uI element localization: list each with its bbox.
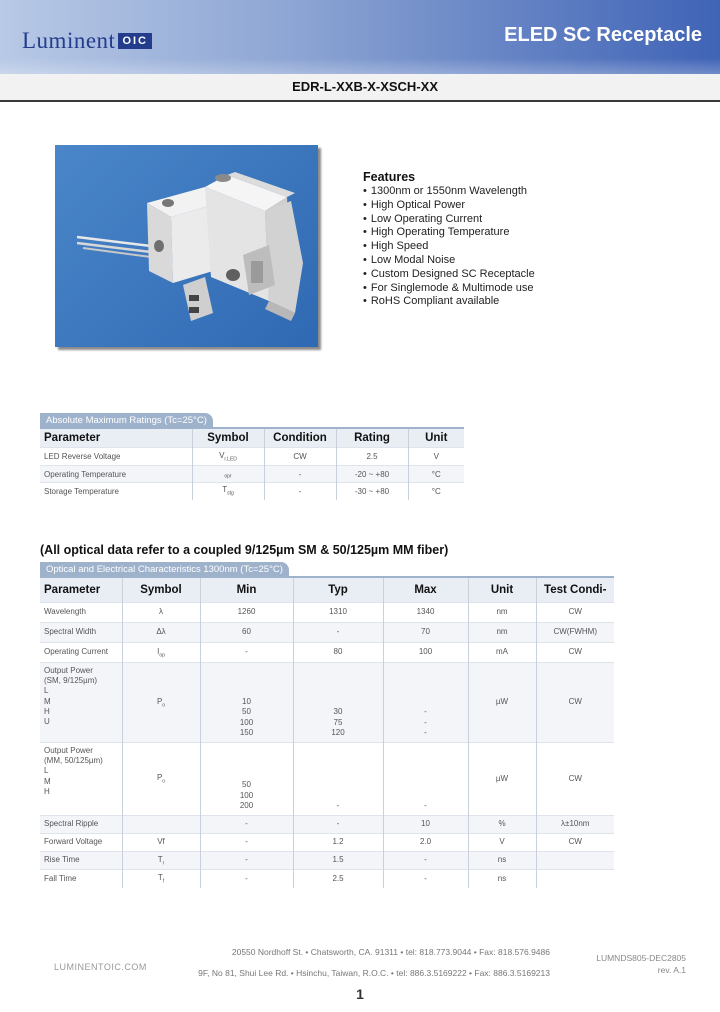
col-test-condition: Test Condi-: [536, 578, 614, 603]
footer-doc-id: LUMNDS805-DEC2805: [596, 953, 686, 963]
cell-unit: µW: [468, 663, 536, 743]
cell-unit: nm: [468, 623, 536, 643]
abs-max-tab: Absolute Maximum Ratings (Tc=25°C): [40, 413, 213, 429]
optical-header-row: [40, 578, 614, 603]
cell-symbol: [192, 466, 264, 483]
cell-max: -: [383, 870, 468, 888]
symbol-sub: opr: [224, 473, 232, 480]
optical-tab: Optical and Electrical Characteristics 1300nm (Tc=25°C): [40, 562, 289, 578]
cell-rating: 2.5: [336, 448, 408, 466]
cell-test-condition: CW: [536, 743, 614, 816]
feature-item: • High Optical Power: [363, 199, 535, 213]
cell-min: 10 50 100 150: [200, 663, 293, 743]
cell-test-condition: CW: [536, 663, 614, 743]
col-condition: Condition: [264, 429, 336, 448]
table-row: [40, 466, 464, 483]
cell-param: Fall Time: [40, 870, 122, 888]
cell-max: -: [383, 852, 468, 870]
cell-param: Rise Time: [40, 852, 122, 870]
table-row: [40, 743, 614, 816]
cell-unit: %: [468, 816, 536, 834]
feature-item: • RoHS Compliant available: [363, 295, 535, 309]
cell-rating: -30 ~ +80: [336, 483, 408, 500]
cell-param: Output Power (SM, 9/125µm) L M H U: [40, 663, 122, 743]
table-row: [40, 852, 614, 870]
cell-symbol: [122, 663, 200, 743]
symbol-sub: op: [159, 652, 165, 659]
symbol-sub: r.LED: [224, 456, 237, 463]
cell-min: 60: [200, 623, 293, 643]
cell-typ: -: [293, 743, 383, 816]
table-row: [40, 663, 614, 743]
symbol-sub: r: [162, 860, 165, 867]
cell-param: Spectral Width: [40, 623, 122, 643]
col-parameter: Parameter: [40, 578, 122, 603]
header-wave: [0, 58, 720, 74]
logo-box: OIC: [118, 33, 152, 49]
cell-min: 50 100 200: [200, 743, 293, 816]
symbol-main: I: [157, 646, 160, 656]
cell-typ: 2.5: [293, 870, 383, 888]
abs-max-table: [40, 429, 464, 500]
cell-unit: ns: [468, 852, 536, 870]
col-symbol: Symbol: [122, 578, 200, 603]
optical-table: [40, 578, 614, 888]
col-unit: Unit: [468, 578, 536, 603]
table-row: [40, 870, 614, 888]
footer-revision: rev. A.1: [657, 965, 686, 975]
symbol-main: T: [157, 872, 163, 882]
col-min: Min: [200, 578, 293, 603]
cell-symbol: [122, 834, 200, 852]
table-row: [40, 623, 614, 643]
cell-unit: µW: [468, 743, 536, 816]
cell-max: 2.0: [383, 834, 468, 852]
footer-address-us: 20550 Nordhoff St. • Chatsworth, CA. 91311 • tel: 818.773.9044 • Fax: 818.576.9486: [231, 947, 550, 957]
features-title: Features: [363, 170, 416, 184]
table-row: [40, 834, 614, 852]
symbol-main: P: [156, 696, 163, 706]
cell-typ: 1.2: [293, 834, 383, 852]
feature-item: • Low Operating Current: [363, 213, 535, 227]
page-number: 1: [356, 986, 364, 1002]
cell-test-condition: CW: [536, 643, 614, 663]
cell-param: Forward Voltage: [40, 834, 122, 852]
cell-max: 100: [383, 643, 468, 663]
cell-unit: V: [468, 834, 536, 852]
col-max: Max: [383, 578, 468, 603]
feature-item: • For Singlemode & Multimode use: [363, 282, 535, 296]
symbol-sub: o: [162, 702, 166, 709]
cell-test-condition: [536, 870, 614, 888]
feature-item: • 1300nm or 1550nm Wavelength: [363, 185, 535, 199]
col-typ: Typ: [293, 578, 383, 603]
cell-param: Wavelength: [40, 603, 122, 623]
cell-min: -: [200, 834, 293, 852]
part-number-bar: [0, 74, 720, 102]
symbol-main: λ: [159, 606, 163, 616]
cell-unit: nm: [468, 603, 536, 623]
cell-symbol: [122, 743, 200, 816]
symbol-sub: o: [162, 778, 166, 785]
cell-test-condition: CW(FWHM): [536, 623, 614, 643]
table-row: [40, 448, 464, 466]
cell-symbol: [122, 643, 200, 663]
col-rating: Rating: [336, 429, 408, 448]
abs-max-header-row: [40, 429, 464, 448]
table-row: [40, 816, 614, 834]
cell-typ: -: [293, 623, 383, 643]
symbol-main: Vf: [157, 836, 165, 846]
table-row: [40, 603, 614, 623]
cell-symbol: [122, 816, 200, 834]
cell-param: Storage Temperature: [40, 483, 192, 500]
feature-item: • High Operating Temperature: [363, 226, 535, 240]
table-row: [40, 483, 464, 500]
cell-max: -: [383, 743, 468, 816]
footer-website: LUMINENTOIC.COM: [54, 962, 147, 972]
cell-typ: 30 75 120: [293, 663, 383, 743]
symbol-sub: f: [162, 878, 165, 885]
cell-symbol: [122, 852, 200, 870]
cell-unit: ns: [468, 870, 536, 888]
cell-test-condition: CW: [536, 834, 614, 852]
cell-symbol: [122, 870, 200, 888]
col-parameter: Parameter: [40, 429, 192, 448]
features-section: [363, 170, 535, 309]
symbol-main: V: [219, 450, 225, 460]
cell-param: Operating Temperature: [40, 466, 192, 483]
cell-test-condition: CW: [536, 603, 614, 623]
eled-receptacle-drawing: [55, 145, 318, 347]
page-header: [0, 0, 720, 74]
cell-rating: -20 ~ +80: [336, 466, 408, 483]
cell-unit: °C: [408, 483, 464, 500]
logo-text: Luminent: [22, 28, 116, 53]
cell-test-condition: λ±10nm: [536, 816, 614, 834]
cell-min: -: [200, 870, 293, 888]
feature-item: • High Speed: [363, 240, 535, 254]
cell-max: 1340: [383, 603, 468, 623]
cell-symbol: [122, 623, 200, 643]
cell-param: LED Reverse Voltage: [40, 448, 192, 466]
product-image: [55, 145, 318, 347]
cell-condition: -: [264, 483, 336, 500]
cell-symbol: [192, 483, 264, 500]
cell-min: 1260: [200, 603, 293, 623]
cell-condition: -: [264, 466, 336, 483]
cell-typ: 1.5: [293, 852, 383, 870]
cell-typ: 1310: [293, 603, 383, 623]
cell-condition: CW: [264, 448, 336, 466]
cell-unit: °C: [408, 466, 464, 483]
symbol-main: T: [222, 485, 228, 495]
cell-max: - - -: [383, 663, 468, 743]
optical-note: (All optical data refer to a coupled 9/125µm SM & 50/125µm MM fiber): [40, 543, 449, 557]
cell-typ: -: [293, 816, 383, 834]
document-title: ELED SC Receptacle: [504, 24, 702, 46]
feature-item: • Low Modal Noise: [363, 254, 535, 268]
cell-param: Operating Current: [40, 643, 122, 663]
cell-max: 10: [383, 816, 468, 834]
cell-param: Output Power (MM, 50/125µm) L M H: [40, 743, 122, 816]
symbol-main: T: [157, 854, 163, 864]
symbol-sub: stg: [227, 491, 234, 498]
luminent-logo: [22, 28, 152, 54]
cell-min: -: [200, 643, 293, 663]
symbol-main: Δλ: [156, 626, 166, 636]
col-symbol: Symbol: [192, 429, 264, 448]
part-number: EDR-L-XXB-X-XSCH-XX: [292, 79, 438, 94]
features-list: [363, 185, 535, 309]
cell-unit: mA: [468, 643, 536, 663]
cell-max: 70: [383, 623, 468, 643]
cell-typ: 80: [293, 643, 383, 663]
footer-address-tw: 9F, No 81, Shui Lee Rd. • Hsinchu, Taiwan, R.O.C. • tel: 886.3.5169222 • Fax: 886.3.5169213: [198, 968, 550, 978]
cell-symbol: [122, 603, 200, 623]
feature-item: • Custom Designed SC Receptacle: [363, 268, 535, 282]
symbol-main: P: [156, 773, 163, 783]
optical-table-body: [40, 603, 614, 888]
cell-test-condition: [536, 852, 614, 870]
col-unit: Unit: [408, 429, 464, 448]
cell-min: -: [200, 852, 293, 870]
cell-symbol: [192, 448, 264, 466]
cell-unit: V: [408, 448, 464, 466]
cell-param: Spectral Ripple: [40, 816, 122, 834]
table-row: [40, 643, 614, 663]
cell-min: -: [200, 816, 293, 834]
